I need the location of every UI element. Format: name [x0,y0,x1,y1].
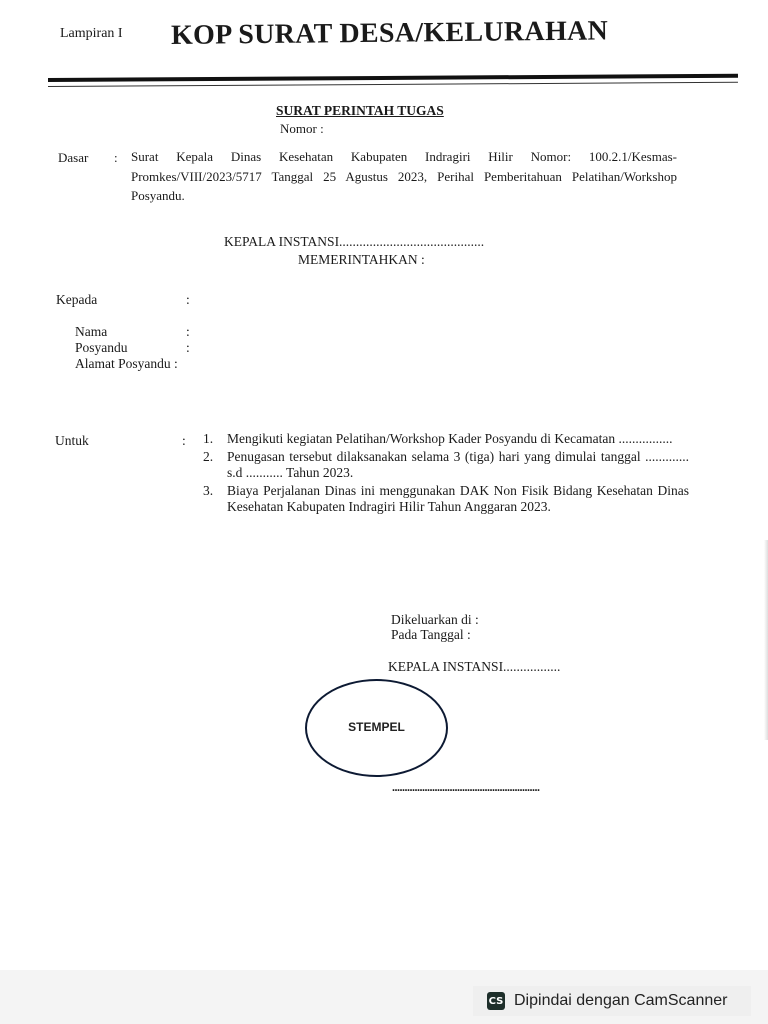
list-item [203,483,689,515]
list-item [203,449,689,481]
untuk-colon: : [182,433,186,448]
field-colon-posyandu: : [186,340,190,355]
letterhead-rule-thin [48,82,738,87]
list-item [203,431,689,447]
signature-line: ........................................................... [392,780,540,794]
kepada-label: Kepada [56,292,98,307]
camscanner-text: Dipindai dengan CamScanner [514,992,728,1009]
dasar-label: Dasar [58,150,89,165]
dasar-text: Surat Kepala Dinas Kesehatan Kabupaten Indragiri Hilir Nomor: 100.2.1/Kesmas-Promkes/VIII/2023/5717 Tanggal 25 Agustus 2023, Perihal Pemberitahuan Pelatihan/Workshop Posyandu. [131,149,677,203]
untuk-list [203,431,689,517]
kepada-colon: : [186,292,190,307]
stamp-label: STEMPEL [348,720,405,734]
signatory-title: KEPALA INSTANSI................. [388,659,561,674]
field-label-alamat-posyandu: Alamat Posyandu : [75,356,178,371]
field-colon-nama: : [186,324,190,339]
issued-date-label: Pada Tanggal : [391,627,471,642]
field-label-posyandu: Posyandu [75,340,128,355]
document-title: SURAT PERINTAH TUGAS [276,103,444,118]
list-item-text: Mengikuti kegiatan Pelatihan/Workshop Kader Posyandu di Kecamatan ................ [227,431,673,446]
page-edge-shadow [764,540,768,740]
field-label-nama: Nama [75,324,108,339]
list-item-number: 3. [203,483,214,498]
list-item-text: Penugasan tersebut dilaksanakan selama 3 (tiga) hari yang dimulai tanggal ............. s.d ........... Tahun 2023. [227,449,689,480]
dasar-colon: : [114,150,118,165]
camscanner-icon: CS [487,992,505,1010]
letterhead-rule-thick [48,74,738,82]
untuk-label: Untuk [55,433,89,448]
document-number: Nomor : [280,121,324,136]
stamp-placeholder [305,679,448,777]
lampiran-label: Lampiran I [60,26,123,41]
kepala-instansi-heading: KEPALA INSTANSI........................................... [224,234,485,249]
camscanner-watermark [473,986,751,1016]
list-item-number: 2. [203,449,214,464]
list-item-text: Biaya Perjalanan Dinas ini menggunakan DAK Non Fisik Bidang Kesehatan Dinas Kesehatan Kabupaten Indragiri Hilir Tahun Anggaran 2023. [227,483,689,514]
list-item-number: 1. [203,431,214,446]
issued-at-label: Dikeluarkan di : [391,612,479,627]
memerintahkan-heading: MEMERINTAHKAN : [298,252,425,267]
letterhead-title: KOP SURAT DESA/KELURAHAN [170,15,609,51]
